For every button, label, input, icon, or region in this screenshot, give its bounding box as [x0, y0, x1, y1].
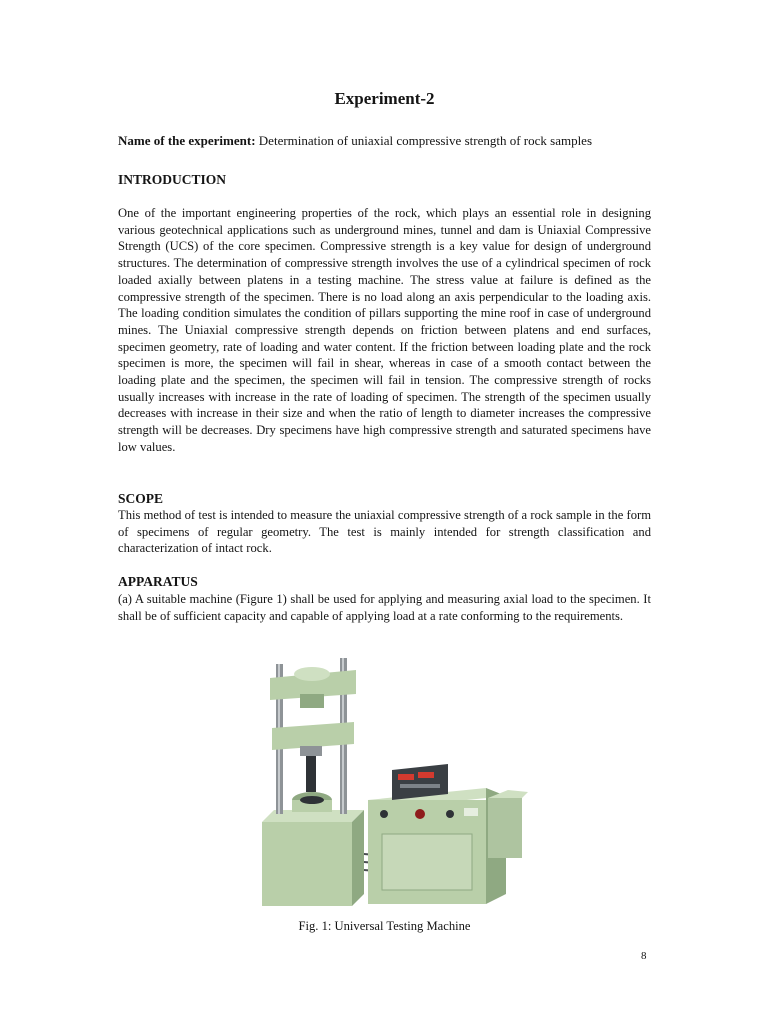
specimen-holder	[306, 756, 316, 792]
control-knob-icon-2	[446, 810, 454, 818]
apparatus-heading: APPARATUS	[118, 574, 198, 589]
digital-display-unit	[392, 764, 448, 800]
experiment-name-line	[118, 133, 651, 149]
control-button-icon	[415, 809, 425, 819]
figure-caption: Fig. 1: Universal Testing Machine	[298, 919, 471, 933]
page-title: Experiment-2	[334, 89, 435, 108]
experiment-name-value: Determination of uniaxial compressive strength of rock samples	[258, 133, 593, 148]
figure-universal-testing-machine	[260, 650, 528, 908]
frame-base-side	[352, 810, 364, 906]
console-side-box	[488, 798, 522, 858]
frame-base-front	[262, 822, 352, 906]
console-door	[382, 834, 472, 890]
experiment-name-label: Name of the experiment:	[118, 133, 256, 148]
display-readout-1	[398, 774, 414, 780]
page-number: 8	[641, 950, 647, 962]
introduction-heading: INTRODUCTION	[118, 172, 227, 187]
apparatus-paragraph: (a) A suitable machine (Figure 1) shall be used for applying and measuring axial load to the specimen. It shall be of sufficient capacity and capable of applying load at a rate conforming to the requirements.	[118, 592, 651, 623]
universal-testing-machine-illustration	[260, 650, 528, 908]
display-readout-2	[418, 772, 434, 778]
scope-paragraph: This method of test is intended to measure the uniaxial compressive strength of a rock sample in the form of specimens of regular geometry. The test is mainly intended for strength classification and characterization of intact rock.	[118, 508, 651, 556]
scope-heading: SCOPE	[118, 491, 164, 506]
document-page	[118, 0, 651, 1024]
introduction-paragraph: One of the important engineering properties of the rock, which plays an essential role in designing various geotechnical applications such as underground mines, tunnel and dam is Uniaxial Compressive Strength (UCS) of the core specimen. Compressive strength is a key value for design of underground structures. The determination of compressive strength involves the use of a cylindrical specimen of rock loaded axially between platens in a testing machine. The stress value at failure is defined as the compressive strength of the specimen. There is no load along an axis perpendicular to the loading axis. The loading condition simulates the condition of pillars supporting the mine roof in case of underground mines. The Uniaxial compressive strength depends on friction between platens and end surfaces, specimen geometry, rate of loading and water content. If the friction between loading plate and the rock specimen is more, the specimen will fail in shear, whereas in case of a smooth contact between the loading plate and the specimen, the specimen will fail in tension. The compressive strength of rocks usually increases with increase in the rate of loading of specimen. The strength of the specimen usually decreases with increase in their size and when the ratio of length to diameter increases the compressive strength will be decreases. Dry specimens have high compressive strength and saturated specimens have low values.	[118, 206, 651, 454]
control-knob-icon	[380, 810, 388, 818]
